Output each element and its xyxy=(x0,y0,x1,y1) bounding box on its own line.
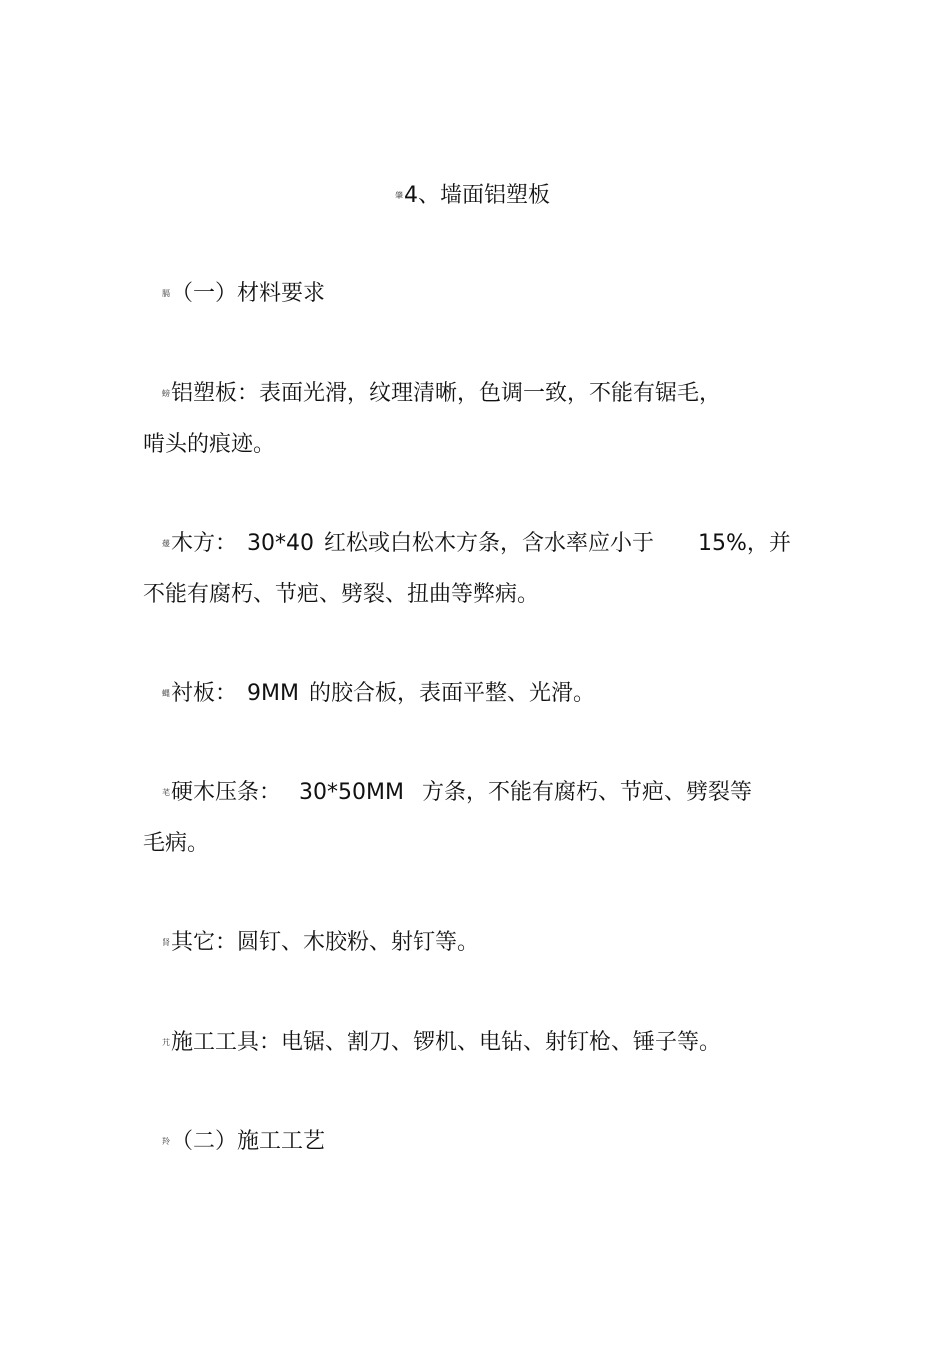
item-text: 其它：圆钉、木胶粉、射钉等。 xyxy=(171,930,480,955)
section-heading-process xyxy=(162,1127,325,1157)
item-text: 施工工具：电锯、割刀、锣机、电钻、射钉枪、锤子等。 xyxy=(171,1030,722,1055)
item-text: 方条，不能有腐朽、节疤、劈裂等 xyxy=(421,780,752,805)
item-timber-line1 xyxy=(162,529,791,559)
item-size: 9MM xyxy=(247,681,299,706)
item-label: 硬木压条： xyxy=(171,780,282,805)
item-timber-line2 xyxy=(143,580,539,610)
item-marker: 蕿 xyxy=(162,539,170,548)
item-percent: 15%， xyxy=(698,531,769,556)
item-tools xyxy=(162,1028,721,1058)
item-text: 的胶合板，表面平整、光滑。 xyxy=(308,681,595,706)
item-backing xyxy=(162,679,595,709)
item-aluminum-line2 xyxy=(143,430,275,460)
item-text: 并 xyxy=(768,531,791,556)
item-size: 30*40 xyxy=(247,531,315,556)
item-hardwood-line2 xyxy=(143,829,209,859)
item-marker: 芼 xyxy=(162,788,170,797)
title-marker: 肇 xyxy=(395,191,403,200)
item-others xyxy=(162,928,479,958)
section-heading-materials xyxy=(162,279,325,309)
item-marker: 螃 xyxy=(162,389,170,398)
item-label: 木方： xyxy=(171,531,238,556)
item-label: 衬板： xyxy=(171,681,238,706)
section-marker: 膈 xyxy=(162,289,170,298)
document-title xyxy=(395,181,550,211)
item-marker: 肾 xyxy=(162,938,170,947)
item-aluminum-line1 xyxy=(162,379,721,409)
item-text: 毛病。 xyxy=(143,831,210,856)
section-heading-text: （二）施工工艺 xyxy=(171,1129,326,1154)
title-text: 4、墙面铝塑板 xyxy=(404,183,550,208)
item-text: 不能有腐朽、节疤、劈裂、扭曲等弊病。 xyxy=(143,582,540,607)
section-marker: 羚 xyxy=(162,1137,170,1146)
item-text: 啃头的痕迹。 xyxy=(143,432,276,457)
item-marker: 芁 xyxy=(162,1038,170,1047)
item-text: 铝塑板：表面光滑，纹理清晰，色调一致，不能有锯毛， xyxy=(171,381,722,406)
item-text: 红松或白松木方条，含水率应小于 xyxy=(324,531,655,556)
section-heading-text: （一）材料要求 xyxy=(171,281,326,306)
item-size: 30*50MM xyxy=(299,780,404,805)
item-marker: 蝿 xyxy=(162,689,170,698)
item-hardwood-line1 xyxy=(162,778,752,808)
